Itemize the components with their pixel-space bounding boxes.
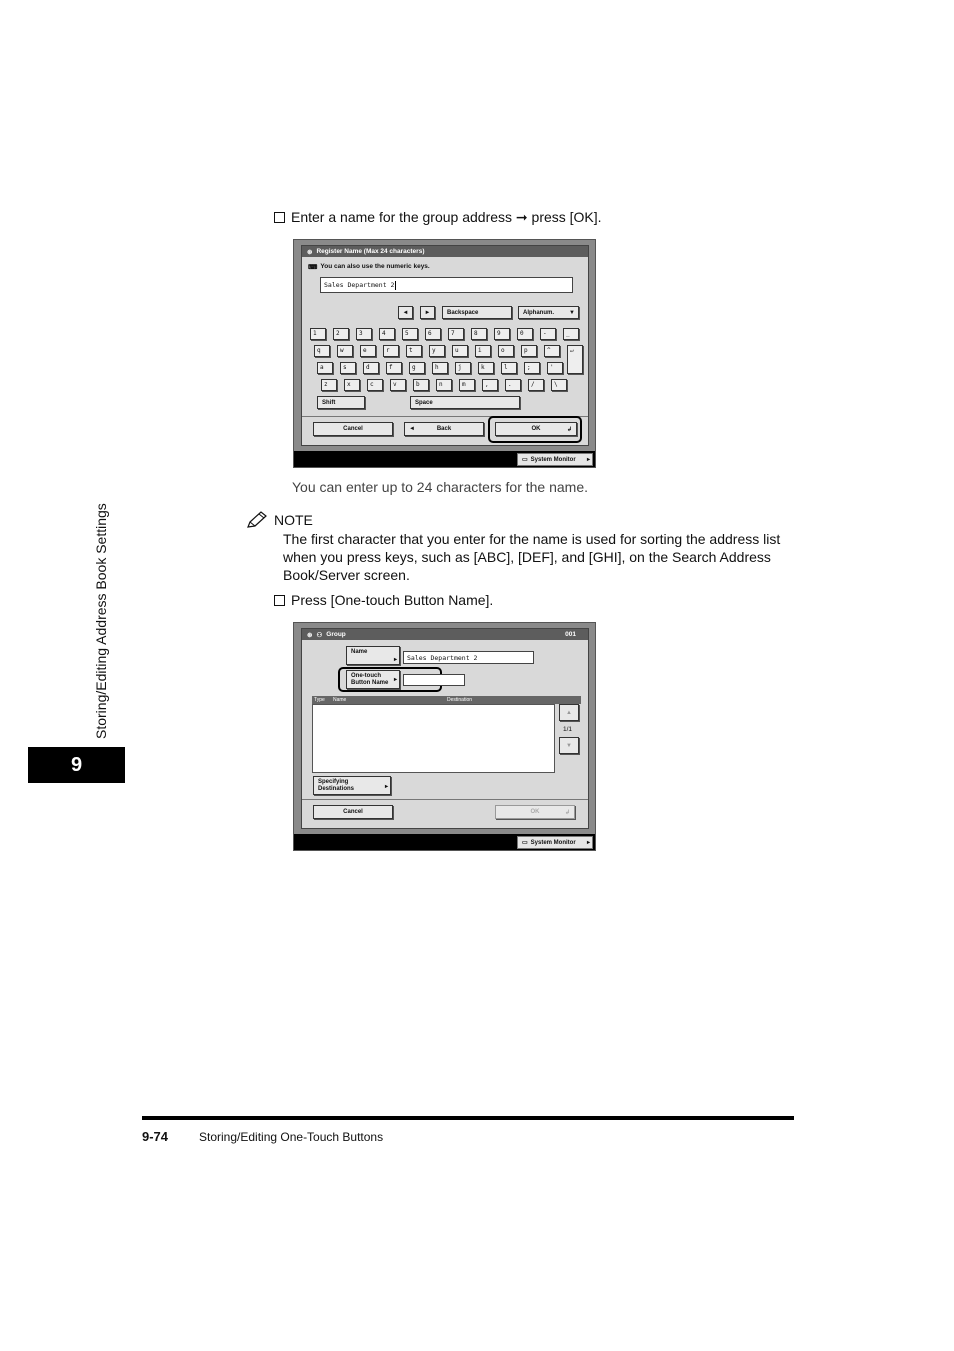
keyboard-key[interactable]: t <box>406 345 422 357</box>
group-screen <box>293 622 596 851</box>
keyboard-key[interactable]: y <box>429 345 445 357</box>
chevron-right-icon: ▸ <box>393 657 397 663</box>
arrow-up-icon: ▲ <box>566 709 572 716</box>
one-touch-button-name-button[interactable]: One-touch Button Name ▸ <box>346 670 400 689</box>
scroll-up-button[interactable] <box>559 704 579 721</box>
arrow-down-icon: ▼ <box>566 742 572 749</box>
note-text: The first character that you enter for the name is used for sorting the address list when you press keys, such as [ABC], [DEF], and [GHI], on the Search Address Book/Server screen. <box>283 531 781 583</box>
keyboard-key[interactable]: 8 <box>471 328 487 340</box>
keyboard-key[interactable]: h <box>432 362 448 374</box>
note-heading <box>246 511 313 529</box>
cancel-button[interactable]: Cancel <box>313 805 393 819</box>
keyboard-key[interactable]: 1 <box>310 328 326 340</box>
keyboard-key[interactable]: x <box>344 379 360 391</box>
keyboard-key[interactable]: s <box>340 362 356 374</box>
keyboard-key[interactable]: / <box>528 379 544 391</box>
step-1-text: Enter a name for the group address ➞ press [OK]. <box>291 209 602 225</box>
footer-rule <box>142 1116 794 1120</box>
keyboard-key[interactable]: m <box>459 379 475 391</box>
cursor-left-button[interactable]: ◄ <box>398 306 413 319</box>
name-button[interactable]: Name ▸ <box>346 646 400 665</box>
screen2-titlebar <box>302 629 588 640</box>
keyboard-key[interactable]: o <box>498 345 514 357</box>
keyboard-key[interactable]: _ <box>563 328 579 340</box>
screen2-title: Group <box>326 631 346 638</box>
enter-icon: ↲ <box>566 426 572 433</box>
chevron-right-icon: ▸ <box>586 457 590 463</box>
keyboard-key[interactable]: r <box>383 345 399 357</box>
specifying-destinations-button[interactable]: Specifying Destinations ▸ <box>313 776 391 795</box>
keyboard-key[interactable]: w <box>337 345 353 357</box>
system-monitor-button[interactable]: ▭ System Monitor ▸ <box>517 453 593 466</box>
keyboard-key[interactable]: c <box>367 379 383 391</box>
chevron-right-icon: ▸ <box>586 840 590 846</box>
keyboard-key[interactable]: q <box>314 345 330 357</box>
screen1-hint: ⌨ You can also use the numeric keys. <box>308 263 430 271</box>
keyboard-key[interactable]: n <box>436 379 452 391</box>
page-indicator: 1/1 <box>563 726 573 733</box>
col-name: Name <box>333 697 347 703</box>
keyboard-key[interactable]: u <box>452 345 468 357</box>
shift-key[interactable]: Shift <box>317 396 365 409</box>
col-destination: Destination <box>447 697 473 703</box>
pencil-icon <box>246 511 268 529</box>
scroll-down-button[interactable] <box>559 737 579 754</box>
keyboard-key[interactable]: f <box>386 362 402 374</box>
copy-icon: ⊛ <box>307 248 313 256</box>
screen1-title: Register Name (Max 24 characters) <box>316 248 425 255</box>
system-monitor-button[interactable]: ▭ System Monitor ▸ <box>517 836 593 849</box>
back-arrow-icon: ◄ <box>409 426 415 432</box>
checkbox-icon <box>274 212 285 223</box>
keyboard-key[interactable]: l <box>501 362 517 374</box>
keyboard-key[interactable]: p <box>521 345 537 357</box>
enter-key[interactable]: ↵ <box>567 345 583 374</box>
keyboard-key[interactable]: ^ <box>544 345 560 357</box>
dropdown-icon: ▼ <box>569 309 575 316</box>
chapter-tab: 9 <box>28 747 125 783</box>
footer-title: Storing/Editing One-Touch Buttons <box>199 1130 384 1144</box>
keyboard-key[interactable]: 3 <box>356 328 372 340</box>
keypad-icon: ⌨ <box>308 264 318 271</box>
keyboard-key[interactable]: , <box>482 379 498 391</box>
keyboard-key[interactable]: v <box>390 379 406 391</box>
note-title: NOTE <box>274 512 313 528</box>
screen1-titlebar <box>302 246 588 257</box>
register-name-screen <box>293 239 596 468</box>
step-2-text: Press [One-touch Button Name]. <box>291 592 494 608</box>
name-field: Sales Department 2 <box>403 651 534 664</box>
chapter-side-label: Storing/Editing Address Book Settings <box>93 503 109 739</box>
enter-icon: ↲ <box>564 809 570 816</box>
cursor-right-button[interactable]: ► <box>420 306 435 319</box>
keyboard-key[interactable]: ' <box>547 362 563 374</box>
keyboard-key[interactable]: i <box>475 345 491 357</box>
ok-button-disabled: OK ↲ <box>495 805 575 819</box>
cancel-button[interactable]: Cancel <box>313 422 393 436</box>
footer-page-number: 9-74 <box>142 1129 169 1144</box>
onetouch-name-field <box>403 674 465 686</box>
keyboard-key[interactable]: d <box>363 362 379 374</box>
monitor-icon: ▭ <box>522 457 528 463</box>
keyboard-key[interactable]: ; <box>524 362 540 374</box>
checkbox-icon <box>274 595 285 606</box>
step-2 <box>274 592 493 608</box>
chevron-right-icon: ▸ <box>393 677 397 683</box>
back-button[interactable]: ◄ Back <box>404 422 484 436</box>
step-1 <box>274 209 602 226</box>
keyboard-key[interactable]: k <box>478 362 494 374</box>
keyboard-key[interactable]: 0 <box>517 328 533 340</box>
keyboard-key[interactable]: e <box>360 345 376 357</box>
caption-1: You can enter up to 24 characters for the name. <box>292 479 589 495</box>
keyboard-key[interactable]: g <box>409 362 425 374</box>
keyboard-key[interactable]: . <box>505 379 521 391</box>
keyboard-key[interactable]: 7 <box>448 328 464 340</box>
name-input[interactable]: Sales Department 2 <box>320 277 573 293</box>
monitor-icon: ▭ <box>522 840 528 846</box>
group-number: 001 <box>565 631 576 638</box>
keyboard-key[interactable]: 6 <box>425 328 441 340</box>
keyboard-key[interactable]: 5 <box>402 328 418 340</box>
list-header <box>312 696 581 704</box>
copy-icon: ⊛ <box>307 631 313 639</box>
keyboard-key[interactable]: j <box>455 362 471 374</box>
backspace-button[interactable]: Backspace <box>442 306 512 319</box>
keyboard-key[interactable]: - <box>540 328 556 340</box>
keyboard-key[interactable]: \ <box>551 379 567 391</box>
keyboard-key[interactable]: 2 <box>333 328 349 340</box>
keyboard-key[interactable]: 9 <box>494 328 510 340</box>
chevron-right-icon: ▸ <box>384 784 388 790</box>
keyboard-key[interactable]: 4 <box>379 328 395 340</box>
group-icon: ⚇ <box>316 631 323 639</box>
destination-list[interactable] <box>312 704 555 773</box>
keyboard-key[interactable]: b <box>413 379 429 391</box>
col-type: Type <box>314 697 325 703</box>
keyboard-key[interactable]: z <box>321 379 337 391</box>
keyboard-key[interactable]: a <box>317 362 333 374</box>
input-mode-select[interactable]: Alphanum. ▼ <box>518 306 579 319</box>
ok-button[interactable]: OK ↲ <box>495 422 577 436</box>
space-key[interactable]: Space <box>410 396 520 409</box>
